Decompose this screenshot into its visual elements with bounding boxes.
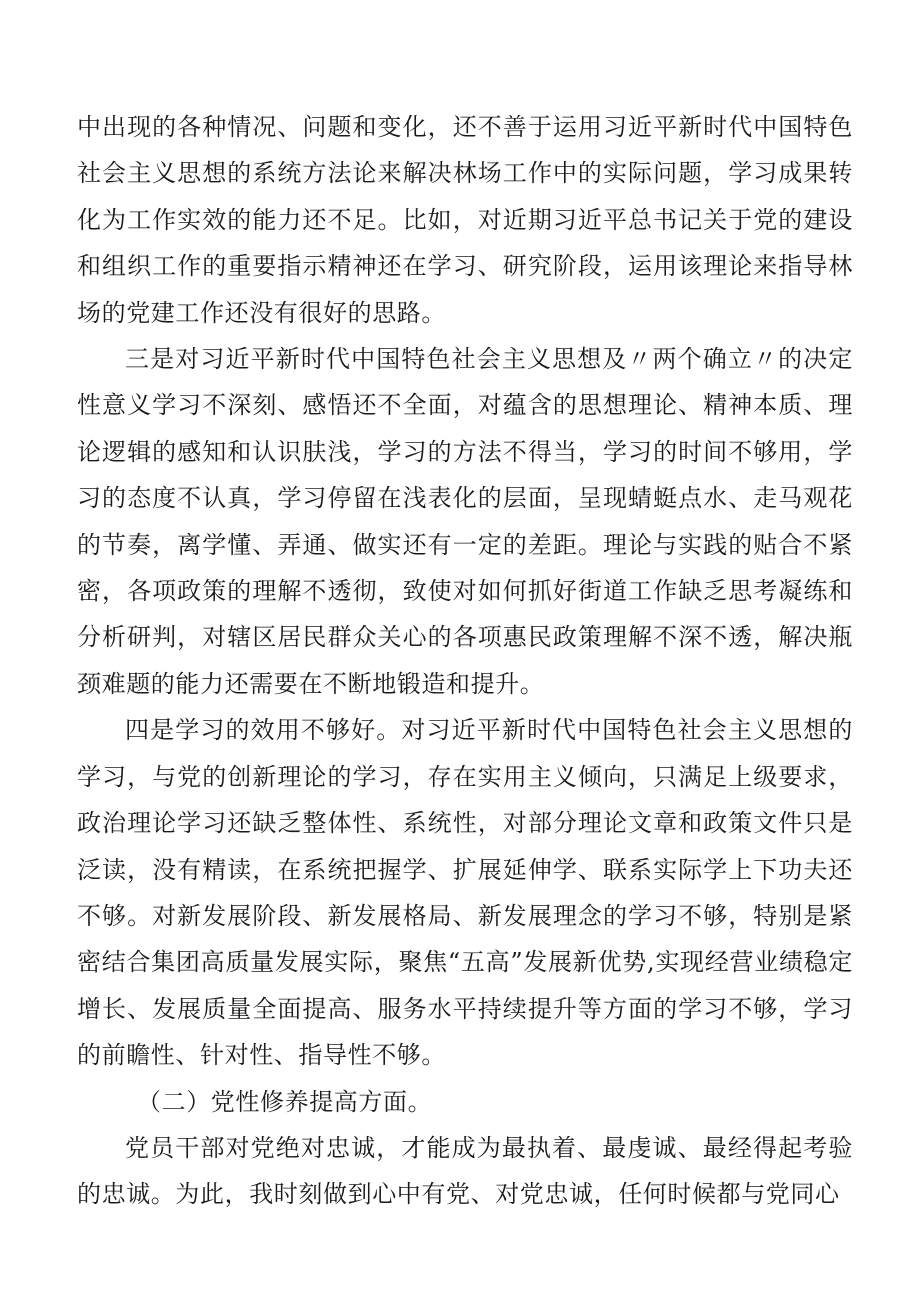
- document-body: [77, 104, 853, 1218]
- paragraph-point-four: 四是学习的效用不够好。对习近平新时代中国特色社会主义思想的学习，与党的创新理论的学习，存在实用主义倾向，只满足上级要求，政治理论学习还缺乏整体性、系统性，对部分理论文章和政策文件只是泛读，没有精读，在系统把握学、扩展延伸学、联系实际学上下功夫还不够。对新发展阶段、新发展格局、新发展理念的学习不够，特别是紧密结合集团高质量发展实际，聚焦“五高”发展新优势,实现经营业绩稳定增长、发展质量全面提高、服务水平持续提升等方面的学习不够，学习的前瞻性、针对性、指导性不够。: [77, 716, 853, 1070]
- paragraph-loyalty: 党员干部对党绝对忠诚，才能成为最执着、最虔诚、最经得起考验的忠诚。为此，我时刻做到心中有党、对党忠诚，任何时候都与党同心: [77, 1133, 853, 1209]
- paragraph-point-three: 三是对习近平新时代中国特色社会主义思想及〃两个确立〃的决定性意义学习不深刻、感悟还不全面，对蕴含的思想理论、精神本质、理论逻辑的感知和认识肤浅，学习的方法不得当，学习的时间不够用，学习的态度不认真，学习停留在浅表化的层面，呈现蜻蜓点水、走马观花的节奏，离学懂、弄通、做实还有一定的差距。理论与实践的贴合不紧密，各项政策的理解不透彻，致使对如何抓好街道工作缺乏思考凝练和分析研判，对辖区居民群众关心的各项惠民政策理解不深不透，解决瓶颈难题的能力还需要在不断地锻造和提升。: [77, 345, 853, 698]
- paragraph-continuation: 中出现的各种情况、问题和变化，还不善于运用习近平新时代中国特色社会主义思想的系统方法论来解决林场工作中的实际问题，学习成果转化为工作实效的能力还不足。比如，对近期习近平总书记关于党的建设和组织工作的重要指示精神还在学习、研究阶段，运用该理论来指导林场的党建工作还没有很好的思路。: [77, 113, 853, 327]
- section-heading-party-spirit: （二）党性修养提高方面。: [137, 1087, 433, 1116]
